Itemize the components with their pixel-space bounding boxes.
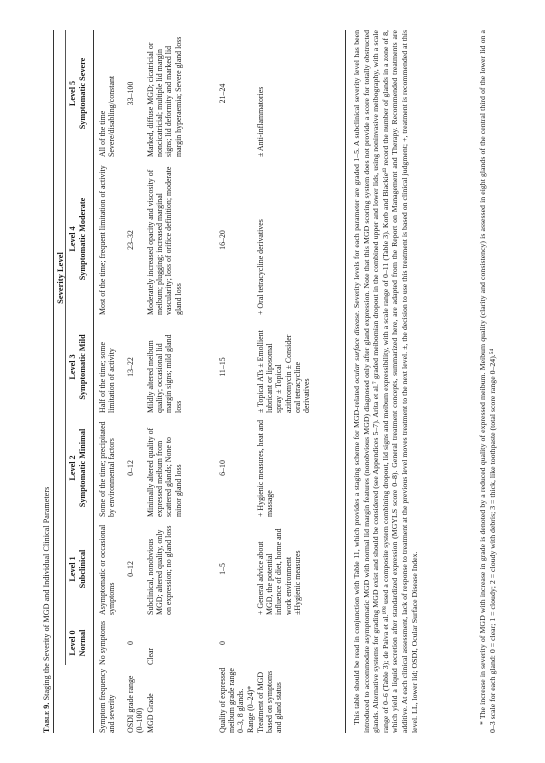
cell-osdi-l4: 23–32 xyxy=(126,230,135,250)
cell-osdi-l0: 0 xyxy=(126,641,135,645)
cell-osdi-l5: 33–100 xyxy=(126,81,135,106)
cell-symptom-l0: No symptoms xyxy=(98,620,107,665)
cell-grade-l2: Minimally altered quality of expressed meibum from scattered glands; None to minor gland loss xyxy=(146,427,183,517)
column-name: Symptomatic Moderate xyxy=(77,197,87,281)
severity-level-header: Severity Level xyxy=(55,252,65,304)
footnote-main-post: Severity levels for each parameter are graded 1–5. A subclinical severity level has been introduced to accommodate asymptomatic MGD with normal lid margin features (nonobvious MGD) diagnosed only after gland expression. Note that this MGD scoring system does not provide a score for totally obstructed glands. Alternative systems for grading MGD exist and should be considered (see Appendices 5–7). Arita et al.⁷ graded meibomian dropout in the combined upper and lower lids, using noninvasive meibography, with a scale range of 0–6 (Table 3); de Paiva et al.¹⁰⁸ used a composite system combining dropout, lid signs and meibum expressibility, with a scale range of 0–11 (Table 3). Korb and Blackie⁴³ record the number of glands in a zone of 8, which yield a liquid secretion after standardized expression (MGYLS score 0–8). General treatment concepts, summarized here, are adapted from the Report on Management and Therapy. Recommended treatments are additive. At each clinical assessment, lack of response to treatment at the previous level moves treatment to the next level. ±, the decision to use this treatment is based on clinical judgment; +, treatment is recommended at this level. LL, lower lid; OSDI, Ocular Surface Disease Index. xyxy=(352,30,419,733)
row-label-treatment: Treatment of MGD based on symptoms and gland status xyxy=(256,670,284,733)
cell-grade-l4: Moderately increased opacity and viscosity of meibum; plugging; increased marginal vascularity; loss of orifice definition; moderate gland loss xyxy=(146,166,183,315)
column-header-level-4 xyxy=(68,163,87,315)
cell-meibum-l4: 16–20 xyxy=(218,230,227,250)
cell-grade-l0: Clear xyxy=(146,647,155,665)
caption-label: Table 9. xyxy=(42,702,51,733)
cell-osdi-l3: 13–22 xyxy=(126,357,135,377)
column-level: Level 4 xyxy=(68,226,77,252)
cell-treatment-l4: + Oral tetracycline derivatives xyxy=(256,219,265,315)
column-name: Normal xyxy=(77,629,87,657)
cell-meibum-l3: 11–15 xyxy=(218,357,227,377)
table-footnote-main xyxy=(352,30,419,733)
bottom-rule xyxy=(345,30,346,733)
row-label-meibum-quality: Quality of expressed meibum grade range 0–3, 8 glands. Range (0–24)* xyxy=(218,667,255,733)
column-name: Subclinical xyxy=(77,549,87,589)
table-caption xyxy=(42,487,51,733)
cell-treatment-l3: ± Topical ATs ± Emollient lubricant or liposomal spray ± Topical azithromycin ± Consider oral tetracycline derivatives xyxy=(256,330,312,413)
cell-symptom-l5: All of the time Severe/disabling/constant xyxy=(98,75,117,157)
cell-meibum-l2: 6–10 xyxy=(218,460,227,476)
column-level: Level 1 xyxy=(68,556,77,582)
cell-grade-l5: Marked, diffuse MGD; cicatricial or noncicatricial; multiple lid margin signs; lid deformity and marked lid margin hyperaemia; Severe gland loss xyxy=(146,36,183,157)
column-level: Level 2 xyxy=(68,455,77,481)
cell-symptom-l3: Half of the time; some limitation of activity xyxy=(98,342,117,413)
column-name: Symptomatic Mild xyxy=(77,334,87,400)
cell-meibum-l0: 0 xyxy=(218,641,227,645)
cell-symptom-l2: Some of the time; precipitated by environmental factors xyxy=(98,421,117,517)
column-header-level-3 xyxy=(68,321,87,413)
table-footnote-star: * The increase in severity of MGD with increase in grade is denoted by a reduced quality of expressed meibum. Meibum quality (clarity and consistency) is assessed in eight glands of the central third of the lower lid on a 0–3 scale for each gland: 0 = clear; 1 = cloudy; 2 = cloudy with debris; 3 = thick, like toothpaste (total score range 0–24).⁵⁴ xyxy=(478,30,497,733)
column-name: Symptomatic Minimal xyxy=(77,428,87,508)
column-level: Level 5 xyxy=(68,80,77,107)
cell-meibum-l1: 1–5 xyxy=(218,563,227,575)
column-name: Symptomatic Severe xyxy=(77,57,87,130)
severity-header-rule xyxy=(65,30,66,665)
cell-osdi-l1: 0–12 xyxy=(126,561,135,577)
cell-grade-l1: Subclinical, nonobvious MGD; altered quality, only on expression; no gland loss xyxy=(146,525,174,615)
column-level: Level 0 xyxy=(68,630,77,656)
cell-treatment-l5: ± Anti-inflammatories xyxy=(256,86,265,157)
column-header-level-0 xyxy=(68,621,87,665)
column-header-level-2 xyxy=(68,419,87,517)
cell-treatment-l2: + Hygienic measures, heat and massage xyxy=(256,419,275,517)
caption-text: Staging the Severity of MGD and Individual Clinical Parameters xyxy=(42,486,51,703)
cell-osdi-l2: 0–12 xyxy=(126,460,135,476)
cell-symptom-l1: Asymptomatic or occasional symptoms xyxy=(98,524,117,615)
cell-grade-l3: Mildly altered meibum quality; occasional lid margin signs; mild gland loss xyxy=(146,334,183,413)
row-label-symptom-frequency: Symptom frequency and severity xyxy=(98,668,117,733)
footnote-main-italic: ocular surface disease. xyxy=(352,310,361,384)
row-label-osdi: OSDI grade range (0–100) xyxy=(126,675,145,733)
footnote-main-pre: This table should be read in conjunction with Table 11, which provides a staging scheme for MGD-related xyxy=(352,383,361,725)
column-header-level-5 xyxy=(68,30,87,157)
cell-meibum-l5: 21–24 xyxy=(218,83,227,104)
column-header-level-1 xyxy=(68,523,87,615)
top-rule xyxy=(53,30,54,733)
column-level: Level 3 xyxy=(68,354,77,380)
header-rule xyxy=(93,30,94,733)
cell-symptom-l4: Most of the time; frequent limitation of activity xyxy=(98,165,107,315)
cell-treatment-l1: + General advice about MGD, the potential influence of diet, home and work environment ±Hygienic measures xyxy=(256,528,302,615)
row-label-mgd-grade: MGD Grade xyxy=(146,693,155,733)
